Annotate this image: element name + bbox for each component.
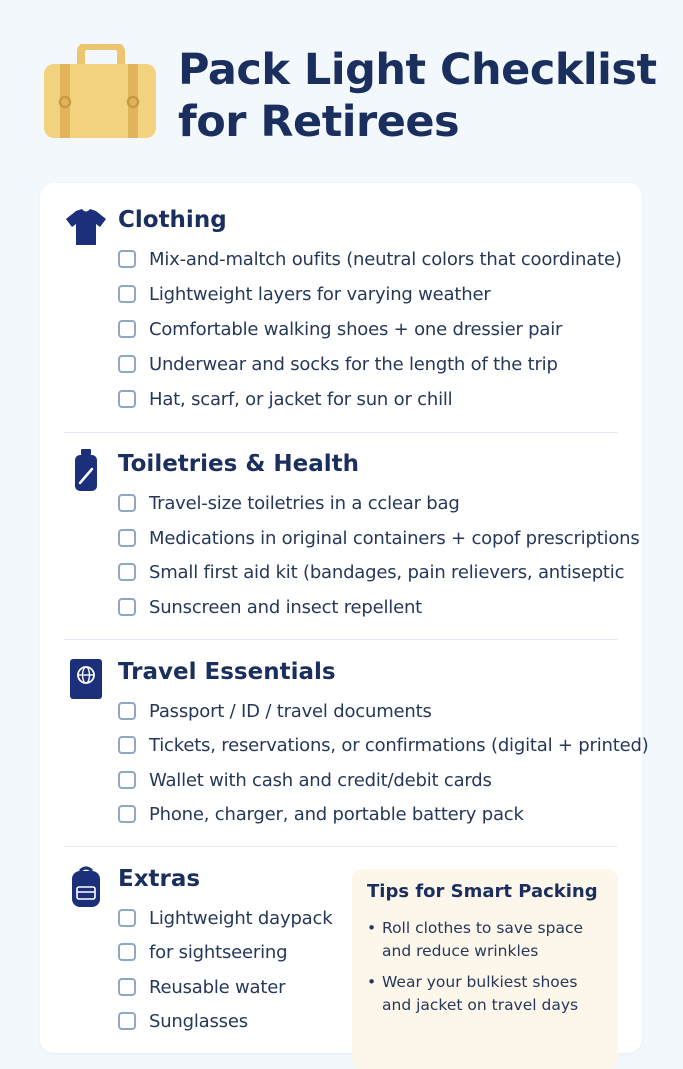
checkbox[interactable] [118,390,136,408]
section-divider [64,432,618,433]
item-label: Mix-and-maltch oufits (neutral colors that coordinate) [149,248,622,270]
checkbox[interactable] [118,943,136,961]
checkbox[interactable] [118,494,136,512]
item-label: Hat, scarf, or jacket for sun or chill [149,388,453,410]
checkbox[interactable] [118,250,136,268]
bullet-icon: • [367,973,377,991]
item-label: Travel-size toiletries in a cclear bag [149,492,460,514]
item-label: Sunglasses [149,1010,248,1032]
checkbox[interactable] [118,1012,136,1030]
checklist-item[interactable] [118,1007,248,1035]
checkbox[interactable] [118,702,136,720]
checklist-item[interactable] [118,973,285,1001]
checklist-item[interactable] [118,280,491,308]
checkbox[interactable] [118,736,136,754]
tips-title: Tips for Smart Packing [367,881,598,902]
checkbox[interactable] [118,529,136,547]
item-label: Passport / ID / travel documents [149,700,432,722]
suitcase-icon [44,44,156,140]
item-label: Underwear and socks for the length of the trip [149,353,558,375]
checkbox[interactable] [118,909,136,927]
checkbox[interactable] [118,805,136,823]
tips-box [352,869,618,1069]
checklist-item[interactable] [118,697,432,725]
checkbox[interactable] [118,355,136,373]
tip-line-2: and reduce wrinkles [382,942,539,960]
title-line-2: for Retirees [178,97,460,147]
checklist-item[interactable] [118,766,492,794]
checklist-item[interactable] [118,593,422,621]
page-header [0,0,683,180]
title-line-1: Pack Light Checklist [178,45,657,95]
section-title: Extras [118,866,201,892]
toiletry-bottle-icon [62,447,110,495]
item-label: Sunscreen and insect repellent [149,596,423,618]
tip-line-1: Wear your bulkiest shoes [382,973,578,991]
section-title: Travel Essentials [118,659,336,685]
passport-icon [62,655,110,703]
section-divider [64,639,618,640]
item-label: Small first aid kit (bandages, pain relievers, antiseptic [149,561,625,583]
checklist-item[interactable] [118,489,460,517]
tshirt-icon [62,203,110,251]
bullet-icon: • [367,919,377,937]
checklist-item[interactable] [118,350,558,378]
checklist-item[interactable] [118,558,624,586]
checkbox[interactable] [118,598,136,616]
checklist-item[interactable] [118,245,622,273]
item-label: Medications in original containers + copof prescriptions [149,527,640,549]
checkbox[interactable] [118,320,136,338]
checkbox[interactable] [118,563,136,581]
item-label: Lightweight daypack [149,907,333,929]
checkbox[interactable] [118,978,136,996]
page-title [178,44,657,148]
checkbox[interactable] [118,285,136,303]
item-label: Tickets, reservations, or confirmations (digital + printed) [149,734,649,756]
tip-item [367,971,607,1017]
checkbox[interactable] [118,771,136,789]
tip-line-2: and jacket on travel days [382,996,579,1014]
checklist-card [40,183,649,1053]
item-label: Lightweight layers for varying weather [149,283,491,305]
checklist-item[interactable] [118,315,562,343]
tip-line-1: Roll clothes to save space [382,919,584,937]
section-title: Toiletries & Health [118,451,360,477]
checklist-item[interactable] [118,904,332,932]
checklist-item[interactable] [118,938,287,966]
item-label: Comfortable walking shoes + one dressier pair [149,318,563,340]
item-label: Reusable water [149,976,286,998]
section-divider [64,846,618,847]
item-label: for sightseering [149,941,288,963]
checklist-item[interactable] [118,524,640,552]
checklist-item[interactable] [118,385,452,413]
item-label: Phone, charger, and portable battery pack [149,803,524,825]
item-label: Wallet with cash and credit/debit cards [149,769,492,791]
backpack-icon [62,863,110,911]
tip-item [367,917,607,963]
checklist-item[interactable] [118,731,649,759]
section-title: Clothing [118,207,227,233]
checklist-item[interactable] [118,800,524,828]
